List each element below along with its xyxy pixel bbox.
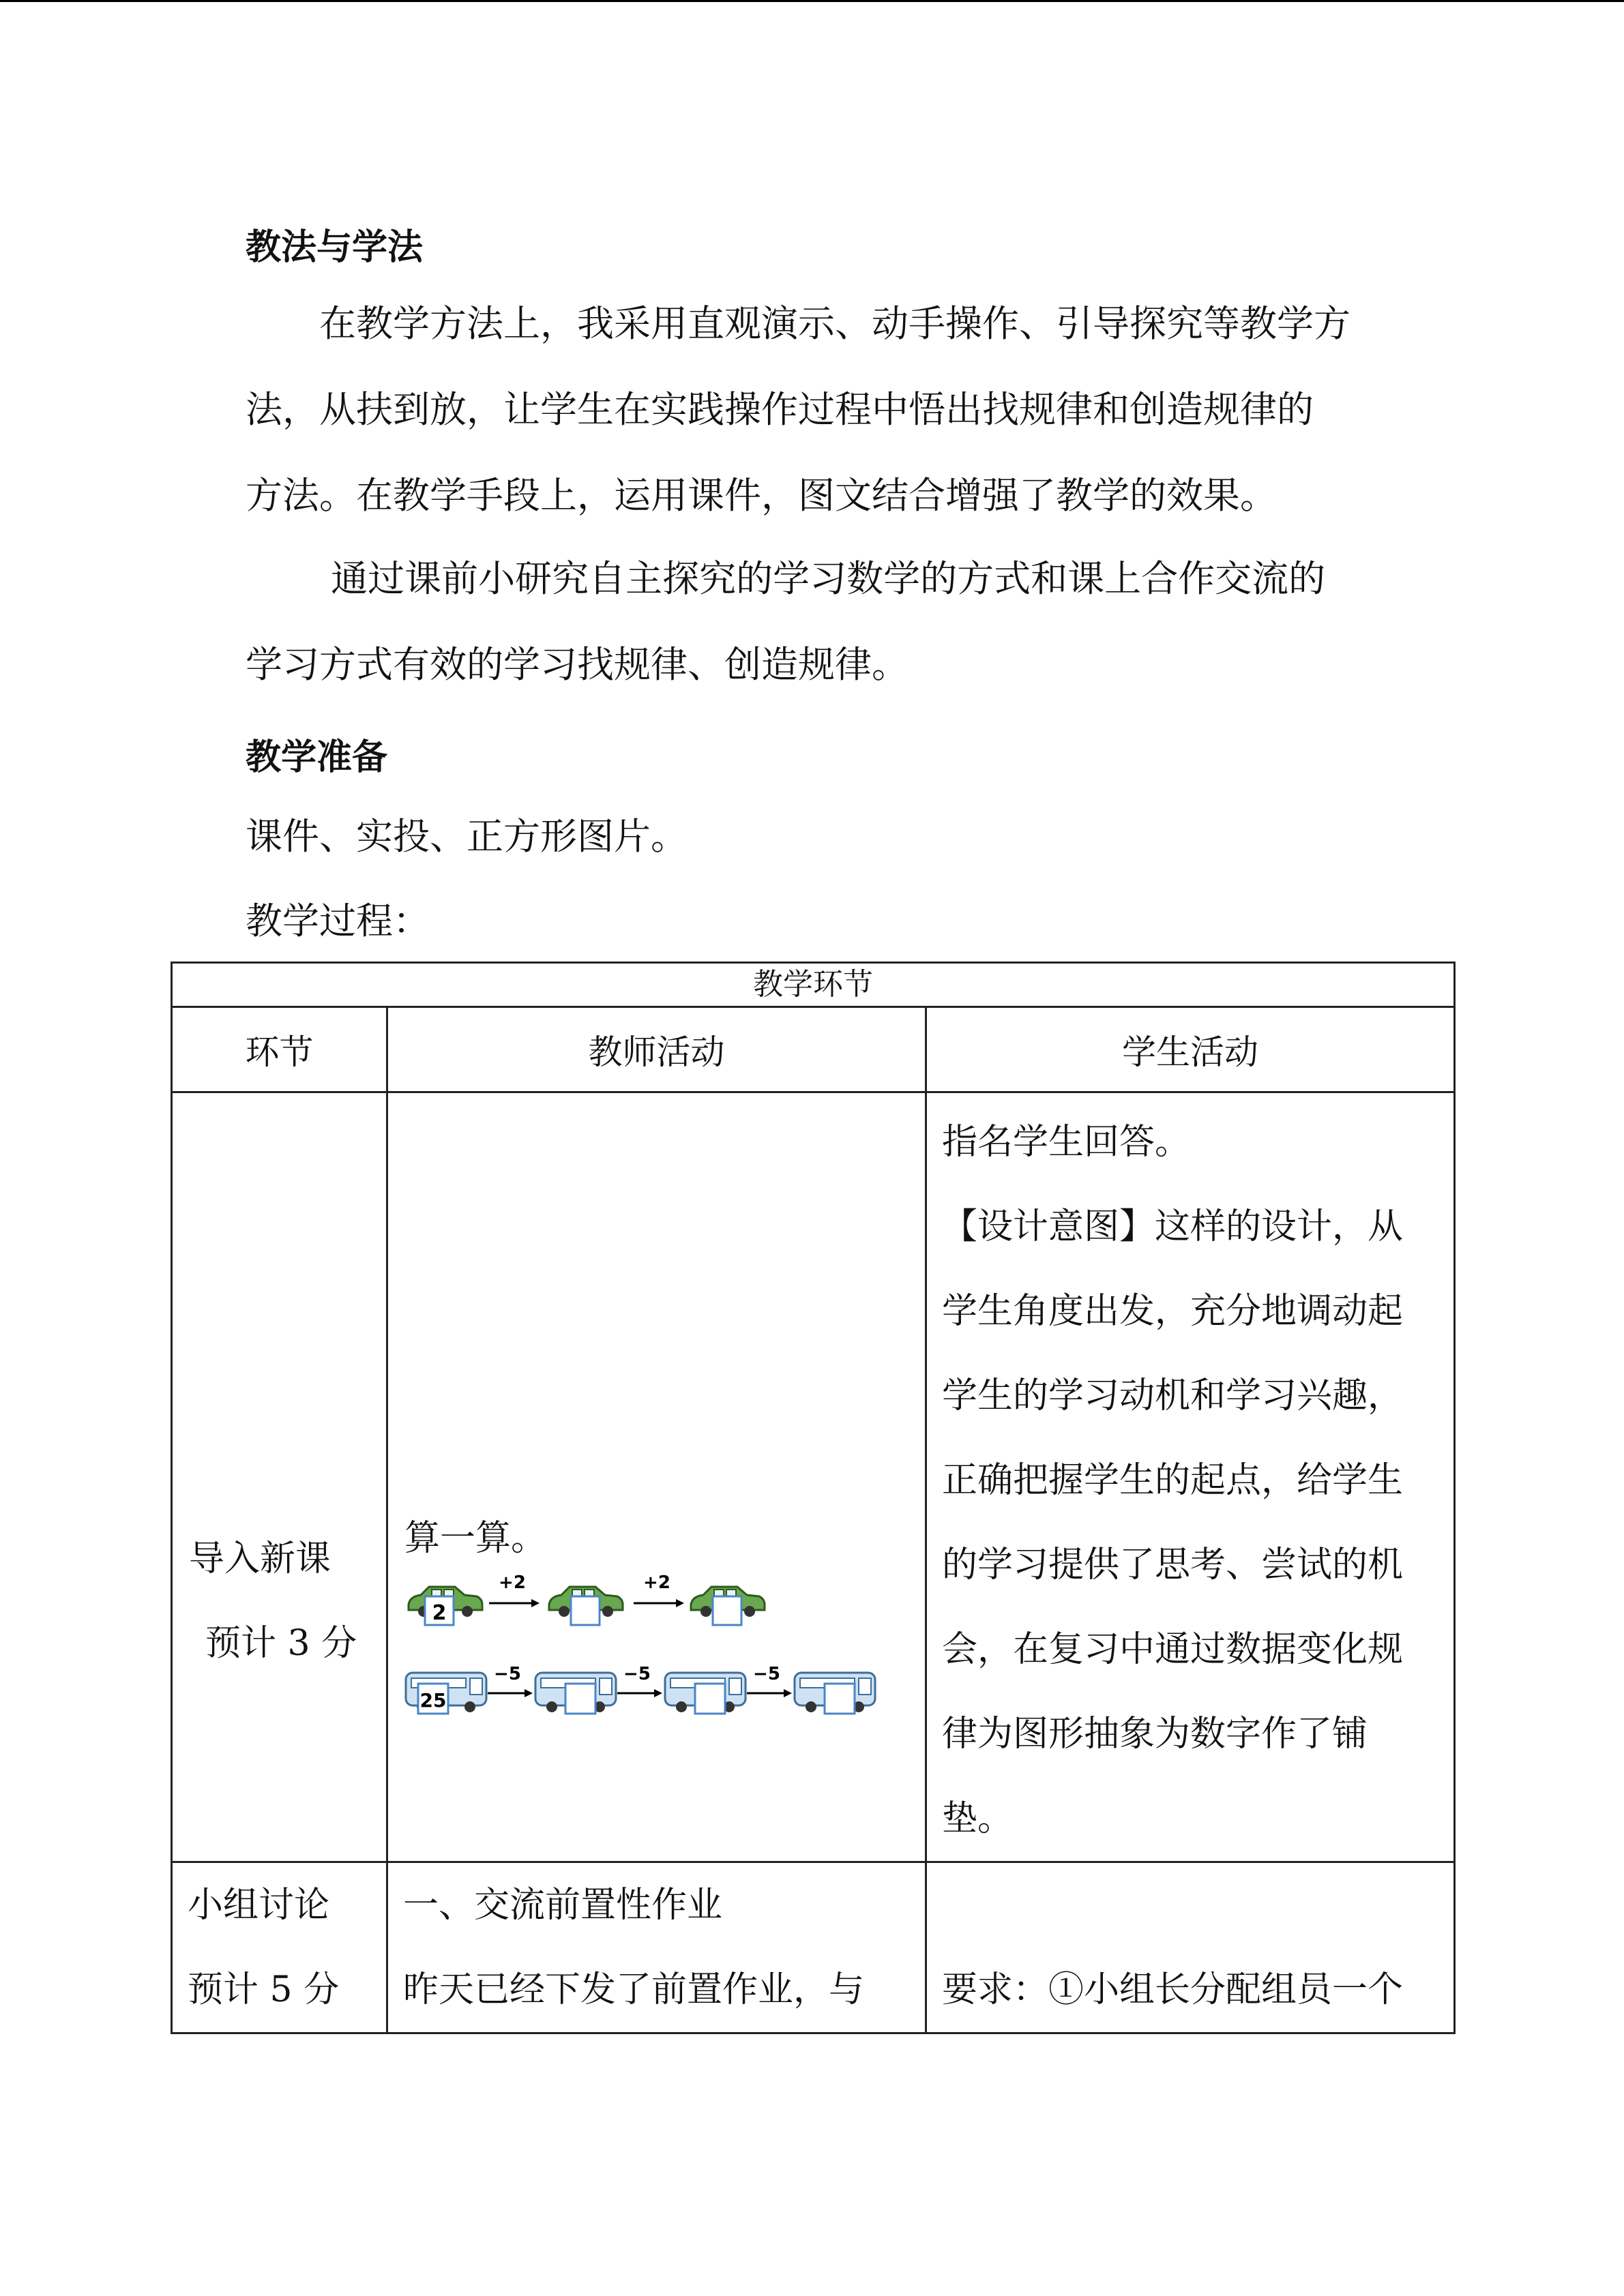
bus-start-value: 25 — [419, 1689, 447, 1712]
prep-heading: 教学准备 — [246, 737, 388, 778]
car-step-label: +2 — [499, 1572, 526, 1593]
sequence-illustration — [402, 1570, 920, 1727]
paragraph-line: 在教学方法上，我采用直观演示、动手操作、引导探究等教学方 — [246, 302, 1350, 345]
stage-time: 预计 3 分 — [205, 1623, 357, 1664]
methods-heading: 教法与学法 — [246, 227, 424, 268]
stage-name: 导入新课 — [189, 1538, 331, 1579]
header-teacher: 教师活动 — [387, 1007, 926, 1092]
methods-paragraph-1 — [246, 281, 1391, 539]
answer-box — [713, 1596, 741, 1625]
bus-step-label: −5 — [753, 1664, 780, 1684]
answer-box — [565, 1684, 595, 1714]
header-stage: 环节 — [172, 1007, 387, 1092]
student-line: 会，在复习中通过数据变化规 — [942, 1629, 1404, 1670]
car-step-label: +2 — [643, 1572, 670, 1593]
stage-cell-intro — [172, 1092, 387, 1862]
stage-cell-group — [172, 1862, 387, 2033]
paragraph-line: 学习方式有效的学习找规律、创造规律。 — [246, 643, 909, 686]
teacher-line: 一、交流前置性作业 — [403, 1885, 723, 1926]
bus-step-label: −5 — [494, 1664, 521, 1684]
paragraph-line: 法，从扶到放，让学生在实践操作过程中悟出找规律和创造规律的 — [246, 388, 1314, 431]
student-line: 垫。 — [942, 1798, 1014, 1839]
process-label: 教学过程： — [246, 899, 430, 942]
methods-paragraph-2 — [246, 536, 1391, 708]
page-top-border — [0, 0, 1624, 2]
answer-box — [571, 1596, 600, 1625]
stage-time: 预计 5 分 — [188, 1969, 340, 2010]
student-cell-group — [926, 1862, 1455, 2033]
teacher-prompt: 算一算。 — [404, 1518, 547, 1559]
header-student: 学生活动 — [926, 1007, 1455, 1092]
paragraph-line: 方法。在教学手段上，运用课件，图文结合增强了教学的效果。 — [246, 474, 1277, 517]
prep-text: 课件、实投、正方形图片。 — [246, 815, 688, 858]
teacher-cell-group — [387, 1862, 926, 2033]
student-line: 学生的学习动机和学习兴趣， — [942, 1375, 1404, 1416]
student-line: 的学习提供了思考、尝试的机 — [942, 1545, 1404, 1585]
teacher-cell-intro — [387, 1092, 926, 1862]
student-line: 正确把握学生的起点，给学生 — [942, 1460, 1404, 1501]
bus-step-label: −5 — [623, 1664, 651, 1684]
paragraph-line: 通过课前小研究自主探究的学习数学的方式和课上合作交流的 — [246, 557, 1326, 600]
teacher-line: 昨天已经下发了前置作业，与 — [403, 1969, 865, 2010]
table-caption: 教学环节 — [172, 963, 1455, 1007]
car-start-value: 2 — [432, 1601, 447, 1625]
answer-box — [825, 1684, 855, 1714]
answer-box — [695, 1684, 725, 1714]
student-line: 律为图形抽象为数字作了铺 — [942, 1714, 1368, 1755]
student-line: 【设计意图】这样的设计，从 — [942, 1206, 1404, 1247]
stage-name: 小组讨论 — [188, 1885, 330, 1926]
student-line: 指名学生回答。 — [942, 1122, 1191, 1163]
student-cell-intro — [926, 1092, 1455, 1862]
lesson-table — [171, 961, 1456, 2034]
student-line: 要求：①小组长分配组员一个 — [942, 1969, 1404, 2010]
student-line: 学生角度出发，充分地调动起 — [942, 1291, 1404, 1332]
